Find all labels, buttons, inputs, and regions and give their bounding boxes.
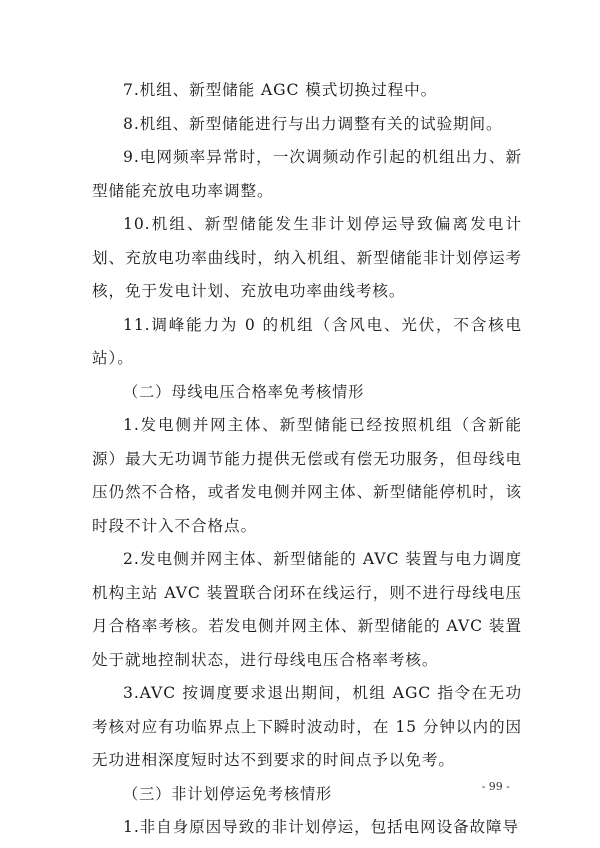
page-body — [92, 74, 522, 845]
section-heading-unplanned-outage: （三）非计划停运免考核情形 — [123, 784, 333, 803]
section-heading-bus-voltage: （二）母线电压合格率免考核情形 — [123, 382, 365, 401]
paragraph-bus-voltage-1: 1.发电侧并网主体、新型储能已经按照机组（含新能源）最大无功调节能力提供无偿或有偿无功服务，但母线电压仍然不合格，或者发电侧并网主体、新型储能停机时，该时段不计入不合格点。 — [92, 416, 522, 535]
paragraph-bus-voltage-3: 3.AVC 按调度要求退出期间，机组 AGC 指令在无功考核对应有功临界点上下瞬时波动时，在 15 分钟以内的因无功进相深度短时达不到要求的时间点予以免考。 — [92, 684, 522, 769]
page-number: - 99 - — [481, 780, 510, 793]
paragraph-bus-voltage-2: 2.发电侧并网主体、新型储能的 AVC 装置与电力调度机构主站 AVC 装置联合闭环在线运行，则不进行母线电压月合格率考核。若发电侧并网主体、新型储能的 AVC 装置处于就地控制状态，进行母线电压合格率考核。 — [92, 550, 522, 669]
paragraph-item-7: 7.机组、新型储能 AGC 模式切换过程中。 — [123, 81, 438, 99]
paragraph-item-11: 11.调峰能力为 0 的机组（含风电、光伏，不含核电站）。 — [92, 315, 522, 367]
paragraph-item-10: 10.机组、新型储能发生非计划停运导致偏离发电计划、充放电功率曲线时，纳入机组、新型储能非计划停运考核，免于发电计划、充放电功率曲线考核。 — [92, 215, 522, 300]
paragraph-item-8: 8.机组、新型储能进行与出力调整有关的试验期间。 — [123, 114, 503, 133]
paragraph-unplanned-outage-1: 1.非自身原因导致的非计划停运，包括电网设备故障导 — [123, 818, 520, 836]
paragraph-item-9: 9.电网频率异常时，一次调频动作引起的机组出力、新型储能充放电功率调整。 — [92, 148, 522, 200]
